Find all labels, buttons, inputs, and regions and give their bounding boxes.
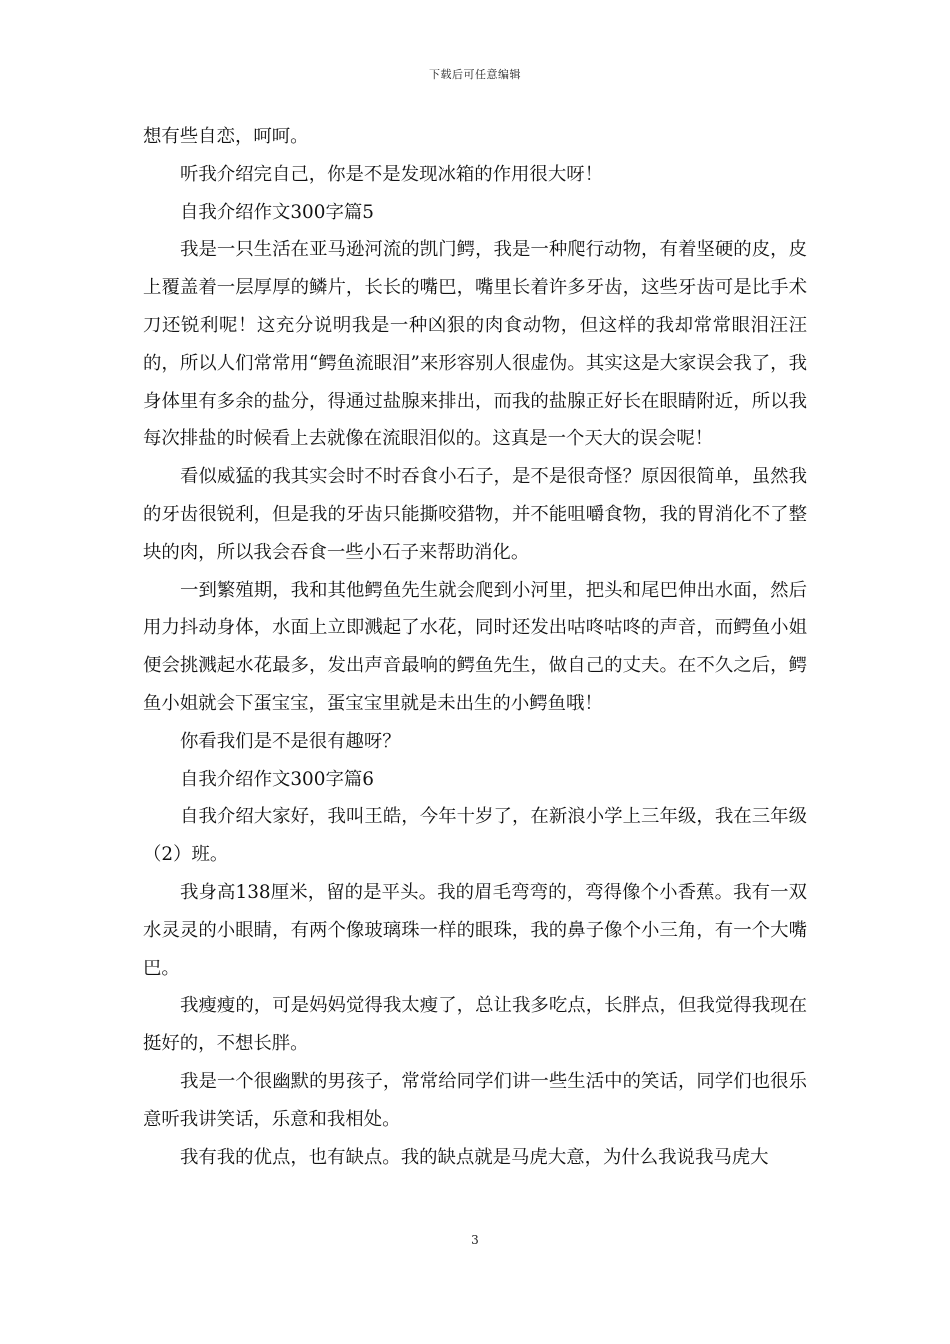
document-body — [143, 118, 807, 1176]
paragraph: 听我介绍完自己，你是不是发现冰箱的作用很大呀！ — [180, 163, 603, 185]
paragraph: 我身高138厘米，留的是平头。我的眉毛弯弯的，弯得像个小香蕉。我有一双水灵灵的小眼睛，有两个像玻璃珠一样的眼珠，我的鼻子像个小三角，有一个大嘴巴。 — [143, 881, 807, 979]
page-header: 下载后可任意编辑 — [429, 68, 521, 81]
paragraph: 我瘦瘦的，可是妈妈觉得我太瘦了，总让我多吃点，长胖点，但我觉得我现在挺好的，不想长胖。 — [143, 995, 807, 1055]
paragraph: 我有我的优点，也有缺点。我的缺点就是马虎大意，为什么我说我马虎大 — [180, 1146, 769, 1168]
section-heading: 自我介绍作文300字篇5 — [180, 201, 374, 223]
paragraph: 想有些自恋，呵呵。 — [143, 126, 309, 147]
section-heading: 自我介绍作文300字篇6 — [180, 768, 374, 790]
paragraph: 我是一个很幽默的男孩子，常常给同学们讲一些生活中的笑话，同学们也很乐意听我讲笑话，乐意和我相处。 — [143, 1070, 807, 1130]
paragraph: 看似威猛的我其实会时不时吞食小石子，是不是很奇怪？原因很简单，虽然我的牙齿很锐利，但是我的牙齿只能撕咬猎物，并不能咀嚼食物，我的胃消化不了整块的肉，所以我会吞食一些小石子来帮助消化。 — [143, 466, 807, 563]
paragraph: 一到繁殖期，我和其他鳄鱼先生就会爬到小河里，把头和尾巴伸出水面，然后用力抖动身体，水面上立即溅起了水花，同时还发出咕咚咕咚的声音，而鳄鱼小姐便会挑溅起水花最多，发出声音最响的鳄鱼先生，做自己的丈夫。在不久之后，鳄鱼小姐就会下蛋宝宝，蛋宝宝里就是未出生的小鳄鱼哦！ — [143, 579, 807, 714]
paragraph: 你看我们是不是很有趣呀？ — [180, 730, 401, 752]
paragraph: 自我介绍大家好，我叫王皓，今年十岁了，在新浪小学上三年级，我在三年级（2）班。 — [143, 806, 807, 866]
page-number: 3 — [471, 1233, 479, 1247]
paragraph: 我是一只生活在亚马逊河流的凯门鳄，我是一种爬行动物，有着坚硬的皮，皮上覆盖着一层厚厚的鳞片，长长的嘴巴，嘴里长着许多牙齿，这些牙齿可是比手术刀还锐利呢！这充分说明我是一种凶狠的肉食动物，但这样的我却常常眼泪汪汪的，所以人们常常用“鳄鱼流眼泪”来形容别人很虚伪。其实这是大家误会我了，我身体里有多余的盐分，得通过盐腺来排出，而我的盐腺正好长在眼睛附近，所以我每次排盐的时候看上去就像在流眼泪似的。这真是一个天大的误会呢！ — [143, 239, 807, 450]
